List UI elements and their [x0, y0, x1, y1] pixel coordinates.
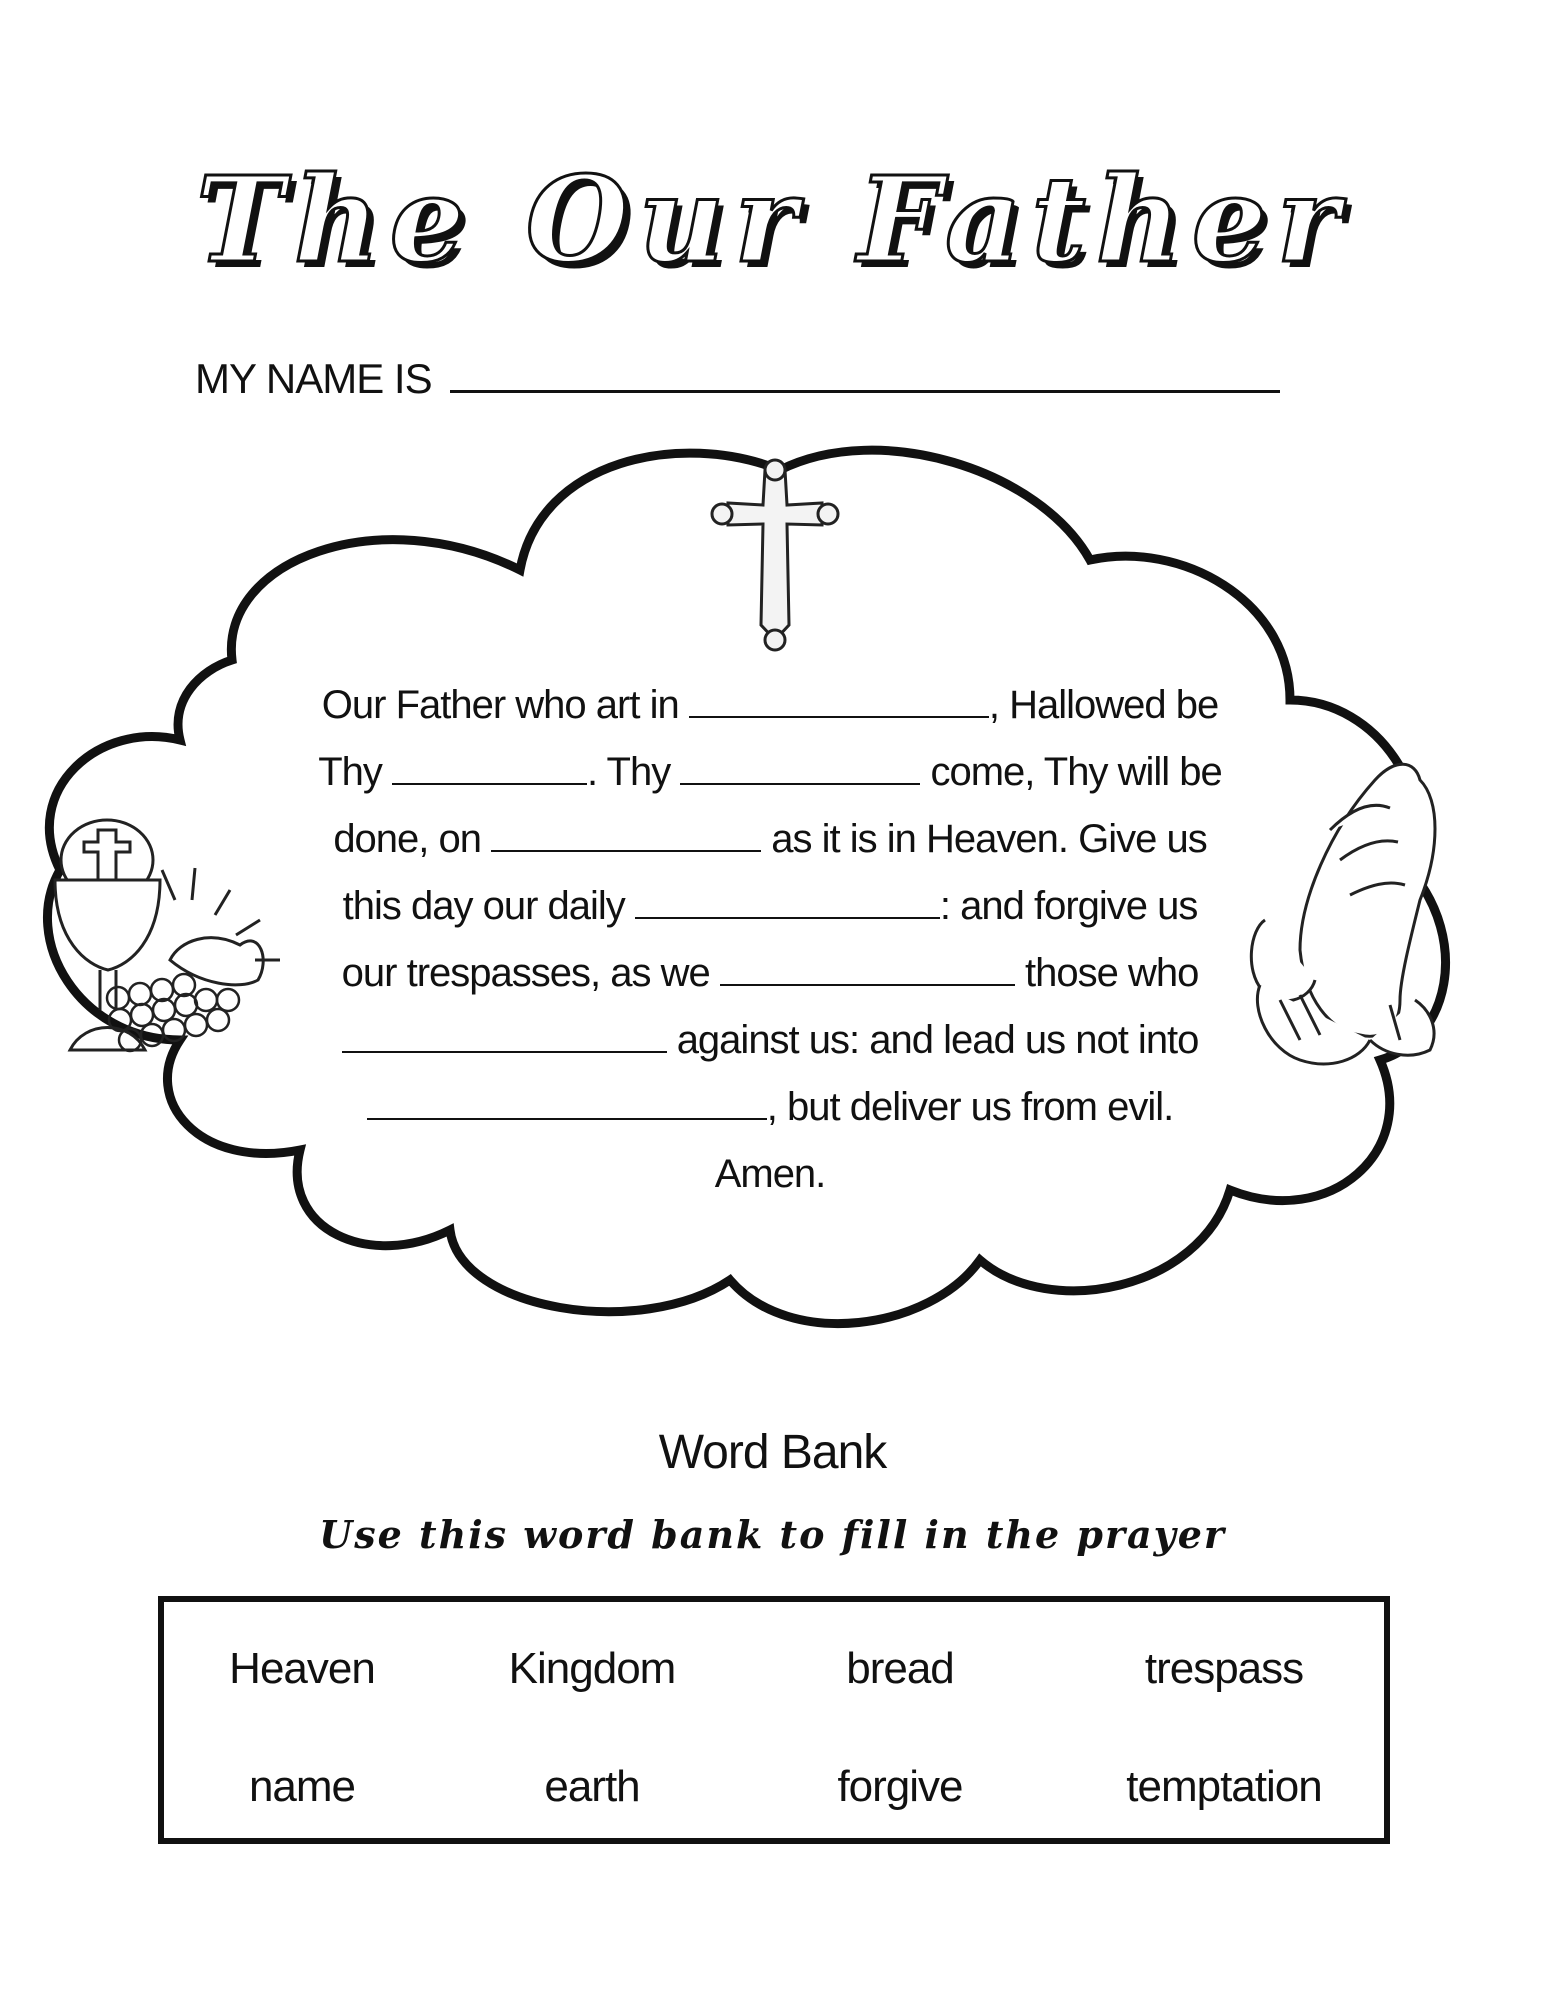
blank-4[interactable]	[491, 820, 761, 852]
prayer-line-3: done, on as it is in Heaven. Give us	[333, 817, 1207, 861]
word-bank-box	[158, 1596, 1390, 1844]
blank-7[interactable]	[342, 1021, 667, 1053]
name-label: MY NAME IS	[195, 355, 432, 402]
blank-1[interactable]	[689, 686, 989, 718]
word-bank-word: earth	[544, 1762, 640, 1811]
word-bank-word: Kingdom	[508, 1644, 676, 1693]
word-bank-word: temptation	[1126, 1762, 1322, 1811]
prayer-line-7: , but deliver us from evil.	[270, 1074, 1270, 1141]
page-title: The Our Father	[196, 150, 1349, 289]
prayer-line-5: our trespasses, as we those who	[341, 951, 1199, 995]
word-bank-title: Word Bank	[658, 1426, 887, 1479]
word-bank-word: name	[248, 1762, 356, 1811]
word-bank-word: bread	[846, 1644, 954, 1693]
blank-8[interactable]	[367, 1088, 767, 1120]
blank-3[interactable]	[680, 753, 920, 785]
prayer-line-8: Amen.	[714, 1152, 826, 1196]
blank-6[interactable]	[720, 954, 1015, 986]
prayer-line-2: Thy . Thy come, Thy will be	[318, 750, 1222, 794]
blank-2[interactable]	[392, 753, 587, 785]
word-bank-word: trespass	[1144, 1644, 1304, 1693]
word-bank-subtitle: Use this word bank to fill in the prayer	[319, 1512, 1226, 1557]
blank-5[interactable]	[635, 887, 940, 919]
word-bank-word: forgive	[837, 1762, 963, 1811]
word-bank-word: Heaven	[229, 1644, 375, 1693]
prayer-text	[270, 672, 1270, 1208]
prayer-line-6: against us: and lead us not into	[270, 1007, 1270, 1074]
prayer-line-1: Our Father who art in , Hallowed be	[321, 683, 1219, 727]
prayer-line-4: this day our daily : and forgive us	[342, 884, 1198, 928]
